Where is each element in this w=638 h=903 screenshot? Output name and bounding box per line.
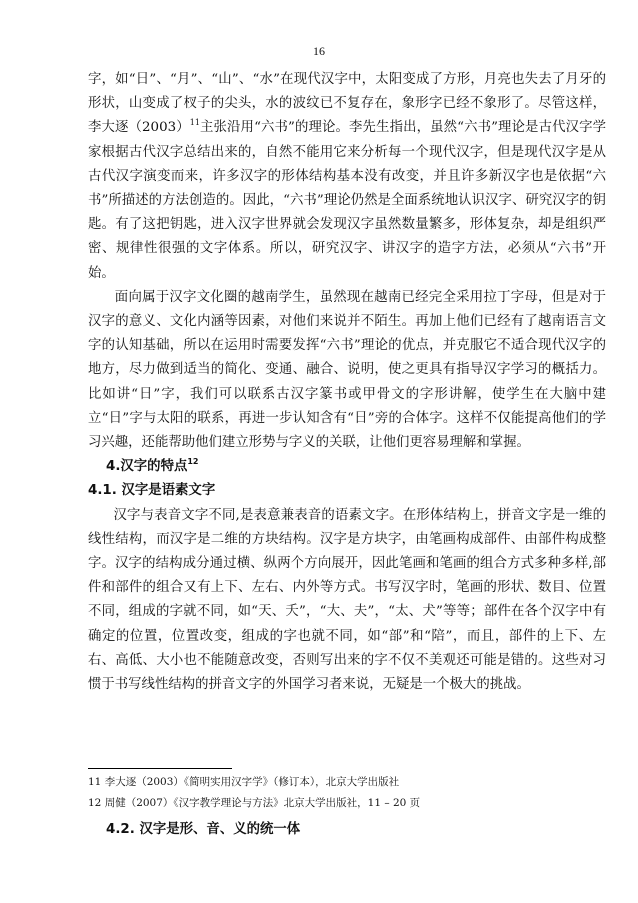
paragraph-liushu xyxy=(88,68,606,286)
section-heading-4-2: 4.2. 汉字是形、音、义的统一体 xyxy=(106,822,301,837)
footnote-divider xyxy=(88,768,232,769)
body-text xyxy=(88,68,606,697)
page-number: 16 xyxy=(313,44,325,58)
section-heading-4-1: 4.1. 汉字是语素文字 xyxy=(88,483,216,499)
paragraph-morpheme: 汉字与表音文字不同,是表意兼表音的语素文字。在形体结构上，拼音文字是一维的线性结构，而汉字是二维的方块结构。汉字是方块字，由笔画构成部件、由部件构成整字。汉字的结构成分通过横、纵两个方向展开，因此笔画和笔画的组合方式多种多样,部件和部件的组合又有上下、左右、内外等方式。书写汉字时，笔画的形状、数目、位置不同，组成的字就不同，如“天、夭”，“大、夫”，“太、犬”等等；部件在各个汉字中有确定的位置，位置改变，组成的字也就不同，如“部”和“陪”，而且，部件的上下、左右、高低、大小也不能随意改变，否则写出来的字不仅不美观还可能是错的。这些对习惯于书写线性结构的拼音文字的外国学习者来说，无疑是一个极大的挑战。 xyxy=(88,507,606,693)
footnotes xyxy=(88,772,608,814)
paragraph-text: 字，如“日”、“月”、“山”、“水”在现代汉字中，太阳变成了方形，月亮也失去了月牙的形状，山变成了杈子的尖头，水的波纹已不复存在，象形字已经不象形了。尽管这样，李大逐（2003） xyxy=(88,72,606,136)
footnote-ref-12[interactable]: 12 xyxy=(187,457,199,467)
footnote-11: 11 李大逐（2003）《简明实用汉字学》（修订本），北京大学出版社 xyxy=(88,776,400,788)
paragraph-vietnam: 面向属于汉字文化圈的越南学生，虽然现在越南已经完全采用拉丁字母，但是对于汉字的意义、文化内涵等因素，对他们来说并不陌生。再加上他们已经有了越南语言文字的认知基础，所以在运用时需要发挥“六书”理论的优点，并克服它不适合现代汉字的地方，尽力做到适当的简化、变通、融合、说明，使之更具有指导汉字学习的概括力。比如讲“日”字，我们可以联系古汉字篆书或甲骨文的字形讲解，使学生在大脑中建立“日”字与太阳的联系，再进一步认知含有“日”旁的合体字。这样不仅能提高他们的学习兴趣，还能帮助他们建立形势与字义的关联，让他们更容易理解和掌握。 xyxy=(88,289,606,451)
heading-text: 4.汉字的特点 xyxy=(106,459,188,475)
footnote-ref-11[interactable]: 11 xyxy=(189,118,200,128)
paragraph-text: 主张沿用“六书”的理论。李先生指出，虽然“六书”理论是古代汉字学家根据古代汉字总结出来的，自然不能用它来分析每一个现代汉字，但是现代汉字是从古代汉字演变而来，许多汉字的形体结构基本没有改变，并且许多新汉字也是依据“六书”所描述的方法创造的。因此，“六书”理论仍然是全面系统地认识汉字、研究汉字的钥匙。有了这把钥匙，进入汉字世界就会发现汉字虽然数量繁多，形体复杂，却是组织严密、规律性很强的文字体系。所以，研究汉字、讲汉字的造字方法，必须从“六书”开始。 xyxy=(88,120,606,281)
footnote-12: 12 周健（2007）《汉字教学理论与方法》北京大学出版社，11 – 20 页 xyxy=(88,797,421,809)
section-heading-4 xyxy=(88,455,606,479)
